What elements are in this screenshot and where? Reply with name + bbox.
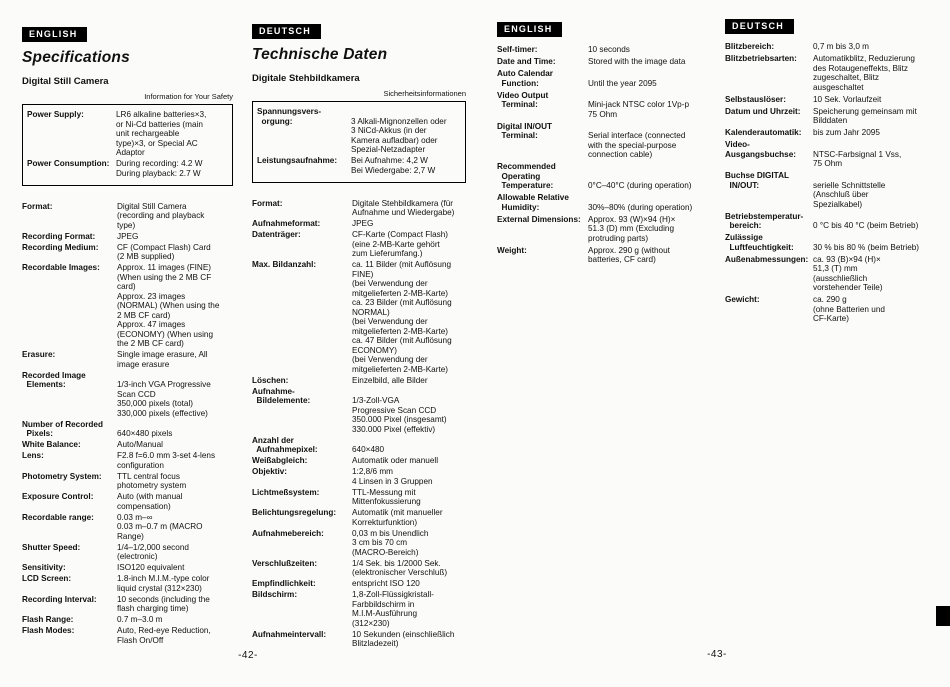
spec-label: Recording Medium: [22,242,99,252]
spec-label: Löschen: [252,375,289,385]
spec-label: Recording Interval: [22,594,97,604]
spec-value: 30 % bis 80 % (beim Betrieb) [813,242,920,252]
spec-value: 1/3-inch VGA Progressive Scan CCD 350,000 pixels (total) 330,000 pixels (effective) [117,380,211,418]
spec-value: 1,8-Zoll-Flüssigkristall- Farbbildschirm in M.I.M-Ausführung (312×230) [352,590,434,628]
spec-row [252,260,466,374]
spec-row [252,436,466,455]
spec-value: Automatikblitz, Reduzierung des Rotaugeneffekts, Blitz zugeschaltet, Blitz ausgeschaltet [813,54,915,92]
spec-label: Video Output Terminal: [497,90,549,109]
spec-label: Aufnahmeformat: [252,219,321,228]
spec-label: Außenabmessungen: [725,254,809,264]
spec-row [22,350,233,369]
spec-label: Erasure: [22,350,56,359]
spec-label: Betriebstemperatur- bereich: [725,211,804,230]
spec-row [252,559,466,578]
spec-label: Recordable range: [22,512,94,522]
spec-row [27,110,230,158]
spec-label: Recorded Image Elements: [22,370,86,389]
spec-label: Aufnahme- Bildelemente: [252,386,311,405]
spec-value: Automatik (mit manueller Korrekturfunktion) [352,508,443,527]
spec-label: Format: [22,201,53,211]
spec-row [497,193,703,212]
spec-label: LCD Screen: [22,574,72,583]
spec-label: Max. Bildanzahl: [252,260,317,269]
spec-row [725,107,945,126]
spec-value: 0,03 m bis Unendlich 3 cm bis 70 cm (MACRO-Bereich) [352,528,429,557]
spec-row [497,57,703,67]
spec-row [22,263,233,349]
spec-value: Speicherung gemeinsam mit Bilddaten [813,106,917,125]
spec-value: Auto, Red-eye Reduction, Flash On/Off [117,626,211,645]
spec-row [725,54,945,92]
spec-label: Empfindlichkeit: [252,579,316,588]
spec-row [257,156,463,175]
spec-row [252,199,466,218]
spec-value: 0 °C bis 40 °C (beim Betrieb) [813,221,919,230]
spec-row [22,472,233,491]
spec-label: Format: [252,198,283,208]
spec-value: Until the year 2095 [588,78,657,88]
spec-row [252,456,466,466]
spec-row [252,630,466,649]
spec-value: Bei Aufnahme: 4,2 W Bei Wiedergabe: 2,7 W [351,156,436,175]
spec-value: 1:2,8/6 mm 4 Linsen in 3 Gruppen [352,467,433,486]
spec-row [725,42,945,52]
spec-row [252,488,466,507]
spec-value: During recording: 4.2 W During playback: 2.7 W [116,159,203,178]
spec-value: JPEG [117,231,139,241]
spec-row [22,574,233,593]
spec-row [252,376,466,386]
spec-value: 1/3-Zoll-VGA Progressive Scan CCD 350.000 Pixel (insgesamt) 330.000 Pixel (effektiv) [352,396,447,434]
spec-row [22,243,233,262]
spec-label: Recording Format: [22,231,96,241]
spec-row [725,255,945,293]
spec-value: entspricht ISO 120 [352,579,420,588]
spec-label: Exposure Control: [22,492,94,501]
spec-label: Recordable Images: [22,263,100,272]
spec-row [497,45,703,55]
spec-row [252,590,466,628]
spec-label: Flash Range: [22,615,74,624]
spec-row [252,529,466,558]
spec-value: 1.8-inch M.I.M.-type color liquid crystal (312×230) [117,574,210,593]
spec-value: TTL-Messung mit Mittenfokussierung [352,487,421,506]
spec-label: Kalenderautomatik: [725,128,802,137]
spec-label: Weight: [497,245,527,255]
spec-label: Auto Calendar Function: [497,69,553,88]
spec-label: Verschlußzeiten: [252,558,318,568]
spec-value: CF (Compact Flash) Card (2 MB supplied) [117,242,211,261]
spec-row [22,451,233,470]
spec-label: Lens: [22,451,44,460]
spec-value: Serial interface (connected with the special-purpose connection cable) [588,131,686,159]
spec-value: ISO120 equivalent [117,563,185,572]
spec-value: Digital Still Camera (recording and playback type) [117,201,205,230]
spec-value: Digitale Stehbildkamera (für Aufnahme und Wiedergabe) [352,198,455,217]
spec-value: 3 Alkali-Mignonzellen oder 3 NiCd-Akkus (in der Kamera aufladbar) oder Spezial-Netzadapter [351,116,447,154]
spec-label: Anzahl der Aufnahmepixel: [252,435,318,454]
spec-value: 0.7 m–3.0 m [117,615,163,624]
spec-value: Automatik oder manuell [352,456,439,465]
spec-label: White Balance: [22,440,81,449]
spec-label: Bildschirm: [252,590,298,599]
spec-row [22,371,233,419]
spec-row [497,91,703,120]
spec-label: Aufnahmeintervall: [252,629,327,639]
spec-value: Approx. 11 images (FINE) (When using the 2 MB CF card) Approx. 23 images (NORMAL) (When using the 2 MB CF card) Approx. 47 images (ECONOMY) (When using the 2 MB CF card) [117,263,220,348]
spec-value: 30%–80% (during operation) [588,202,693,212]
safety-info-note-german: Sicherheitsinformationen [383,89,466,98]
spec-label: Blitzbetriebsarten: [725,54,797,63]
language-badge-german-43: DEUTSCH [725,19,794,34]
spec-value: ca. 11 Bilder (mit Auflösung FINE) (bei Verwendung der mitgelieferten 2-MB-Karte) ca. 23 Bilder (mit Auflösung NORMAL) (bei Verwendung der mitgelieferten 2-MB-Karte) ca. 47 Bilder (mit Auflösung ECONOMY) (bei Verwendung der mitgelieferten 2-MB-Karte) [352,260,452,374]
spec-label: External Dimensions: [497,214,581,224]
spec-label: Power Consumption: [27,159,110,168]
page-edge-tab [936,606,950,626]
spec-row [725,128,945,138]
spec-row [252,230,466,259]
spec-row [27,159,230,178]
spec-row [252,508,466,527]
spec-value: TTL central focus photometry system [117,471,187,490]
spec-value: NTSC-Farbsignal 1 Vss, 75 Ohm [813,149,902,168]
column-english-page43 [497,19,703,267]
spec-label: Video- Ausgangsbuchse: [725,140,796,159]
power-requirements-box-english [22,104,233,186]
technische-daten-title: Technische Daten [252,46,388,63]
spec-label: Flash Modes: [22,626,75,635]
spec-label: Leistungsaufnahme: [257,156,338,165]
spec-row [252,579,466,589]
spec-label: Buchse DIGITAL IN/OUT: [725,171,789,190]
spec-label: Selbstauslöser: [725,94,786,104]
spec-value: ca. 93 (B)×94 (H)× 51,3 (T) mm (ausschließlich vorstehender Teile) [813,254,883,292]
spec-value: Mini-jack NTSC color 1Vp-p 75 Ohm [588,100,690,119]
column-german-page43 [725,16,945,326]
spec-row [252,219,466,229]
spec-list-english-42 [22,202,233,646]
spec-row [725,95,945,105]
safety-info-note-english: Information for Your Safety [144,92,233,101]
specifications-title: Specifications [22,49,130,66]
spec-value: 640×480 pixels [117,429,173,438]
spec-value: 1/4 Sek. bis 1/2000 Sek. (elektronischer Verschluß) [352,558,448,577]
spec-row [252,467,466,486]
spec-label: Aufnahmebereich: [252,528,324,538]
spec-label: Objektiv: [252,467,288,476]
power-requirements-box-german [252,101,466,183]
spec-row [22,543,233,562]
spec-label: Number of Recorded Pixels: [22,419,103,438]
spec-value: Auto/Manual [117,440,163,449]
spec-row [22,513,233,542]
spec-label: Date and Time: [497,57,556,66]
spec-value: 640×480 [352,445,385,454]
page-number-42: -42- [238,650,258,661]
spec-row [497,69,703,88]
spec-label: Power Supply: [27,110,84,119]
spec-value: Einzelbild, alle Bilder [352,375,428,385]
spec-label: Sensitivity: [22,563,66,572]
spec-row [725,295,945,324]
spec-row [22,563,233,573]
product-heading-german: Digitale Stehbildkamera [252,73,360,84]
spec-row [725,212,945,231]
spec-label: Datenträger: [252,230,301,239]
spec-label: Datum und Uhrzeit: [725,106,801,116]
spec-label: Lichtmeßsystem: [252,487,320,497]
spec-label: Recommended Operating Temperature: [497,162,556,190]
spec-label: Digital IN/OUT Terminal: [497,121,553,140]
spec-value: 10 seconds [588,45,630,54]
spec-label: Allowable Relative Humidity: [497,193,569,212]
spec-row [725,140,945,169]
spec-label: Blitzbereich: [725,42,775,51]
spec-value: 10 Sekunden (einschließlich Blitzladezeit) [352,629,455,648]
spec-list-english-43 [497,45,703,265]
spec-row [22,492,233,511]
spec-row [252,387,466,435]
spec-value: 0.03 m–∞ 0.03 m–0.7 m (MACRO Range) [117,512,203,541]
spec-row [725,233,945,252]
spec-value: 0,7 m bis 3,0 m [813,42,869,51]
spec-value: bis zum Jahr 2095 [813,128,880,137]
spec-label: Self-timer: [497,45,538,54]
spec-value: 10 seconds (including the flash charging time) [117,594,210,613]
spec-row [497,162,703,191]
spec-value: 10 Sek. Vorlaufzeit [813,94,882,104]
language-badge-english: ENGLISH [22,27,87,42]
spec-row [22,420,233,439]
spec-value: F2.8 f=6.0 mm 3-set 4-lens configuration [117,451,216,470]
spec-value: Single image erasure, All image erasure [117,350,208,369]
spec-row [22,595,233,614]
spec-row [497,122,703,160]
spec-value: CF-Karte (Compact Flash) (eine 2-MB-Karte gehört zum Lieferumfang.) [352,230,448,258]
language-badge-german: DEUTSCH [252,24,321,39]
spec-row [22,615,233,625]
spec-list-german-42 [252,199,466,649]
spec-row [22,232,233,242]
spec-row [22,440,233,450]
spec-value: Approx. 290 g (without batteries, CF card) [588,245,670,264]
spec-row [257,107,463,155]
spec-list-german-43 [725,42,945,324]
column-german-page42 [252,21,466,650]
spec-value: Approx. 93 (W)×94 (H)× 51.3 (D) mm (Excluding protruding parts) [588,214,676,243]
spec-row [497,246,703,265]
spec-value: ca. 290 g (ohne Batterien und CF-Karte) [813,295,885,323]
spec-value: LR6 alkaline batteries×3, or Ni-Cd batteries (main unit rechargeable type)×3, or Special AC Adaptor [116,110,207,157]
product-heading-english: Digital Still Camera [22,76,109,87]
spec-label: Weißabgleich: [252,456,308,465]
spec-label: Belichtungsregelung: [252,508,337,517]
spec-value: serielle Schnittstelle (Anschluß über Spezialkabel) [813,180,886,209]
spec-value: Auto (with manual compensation) [117,492,183,511]
spec-value: Stored with the image data [588,57,686,66]
spec-value: 0°C–40°C (during operation) [588,181,692,190]
spec-label: Spannungsvers- orgung: [257,107,322,126]
spec-label: Gewicht: [725,295,760,304]
spec-row [725,171,945,209]
spec-label: Zulässige Luftfeuchtigkeit: [725,233,794,252]
language-badge-english-43: ENGLISH [497,22,562,37]
spec-label: Shutter Speed: [22,542,81,552]
spec-label: Photometry System: [22,471,102,481]
column-english-page42 [22,24,233,647]
page-number-43: -43- [707,649,727,660]
spec-row [22,202,233,231]
spec-row [497,215,703,244]
spec-row [22,626,233,645]
spec-value: JPEG [352,219,374,228]
spec-value: 1/4–1/2,000 second (electronic) [117,542,189,561]
